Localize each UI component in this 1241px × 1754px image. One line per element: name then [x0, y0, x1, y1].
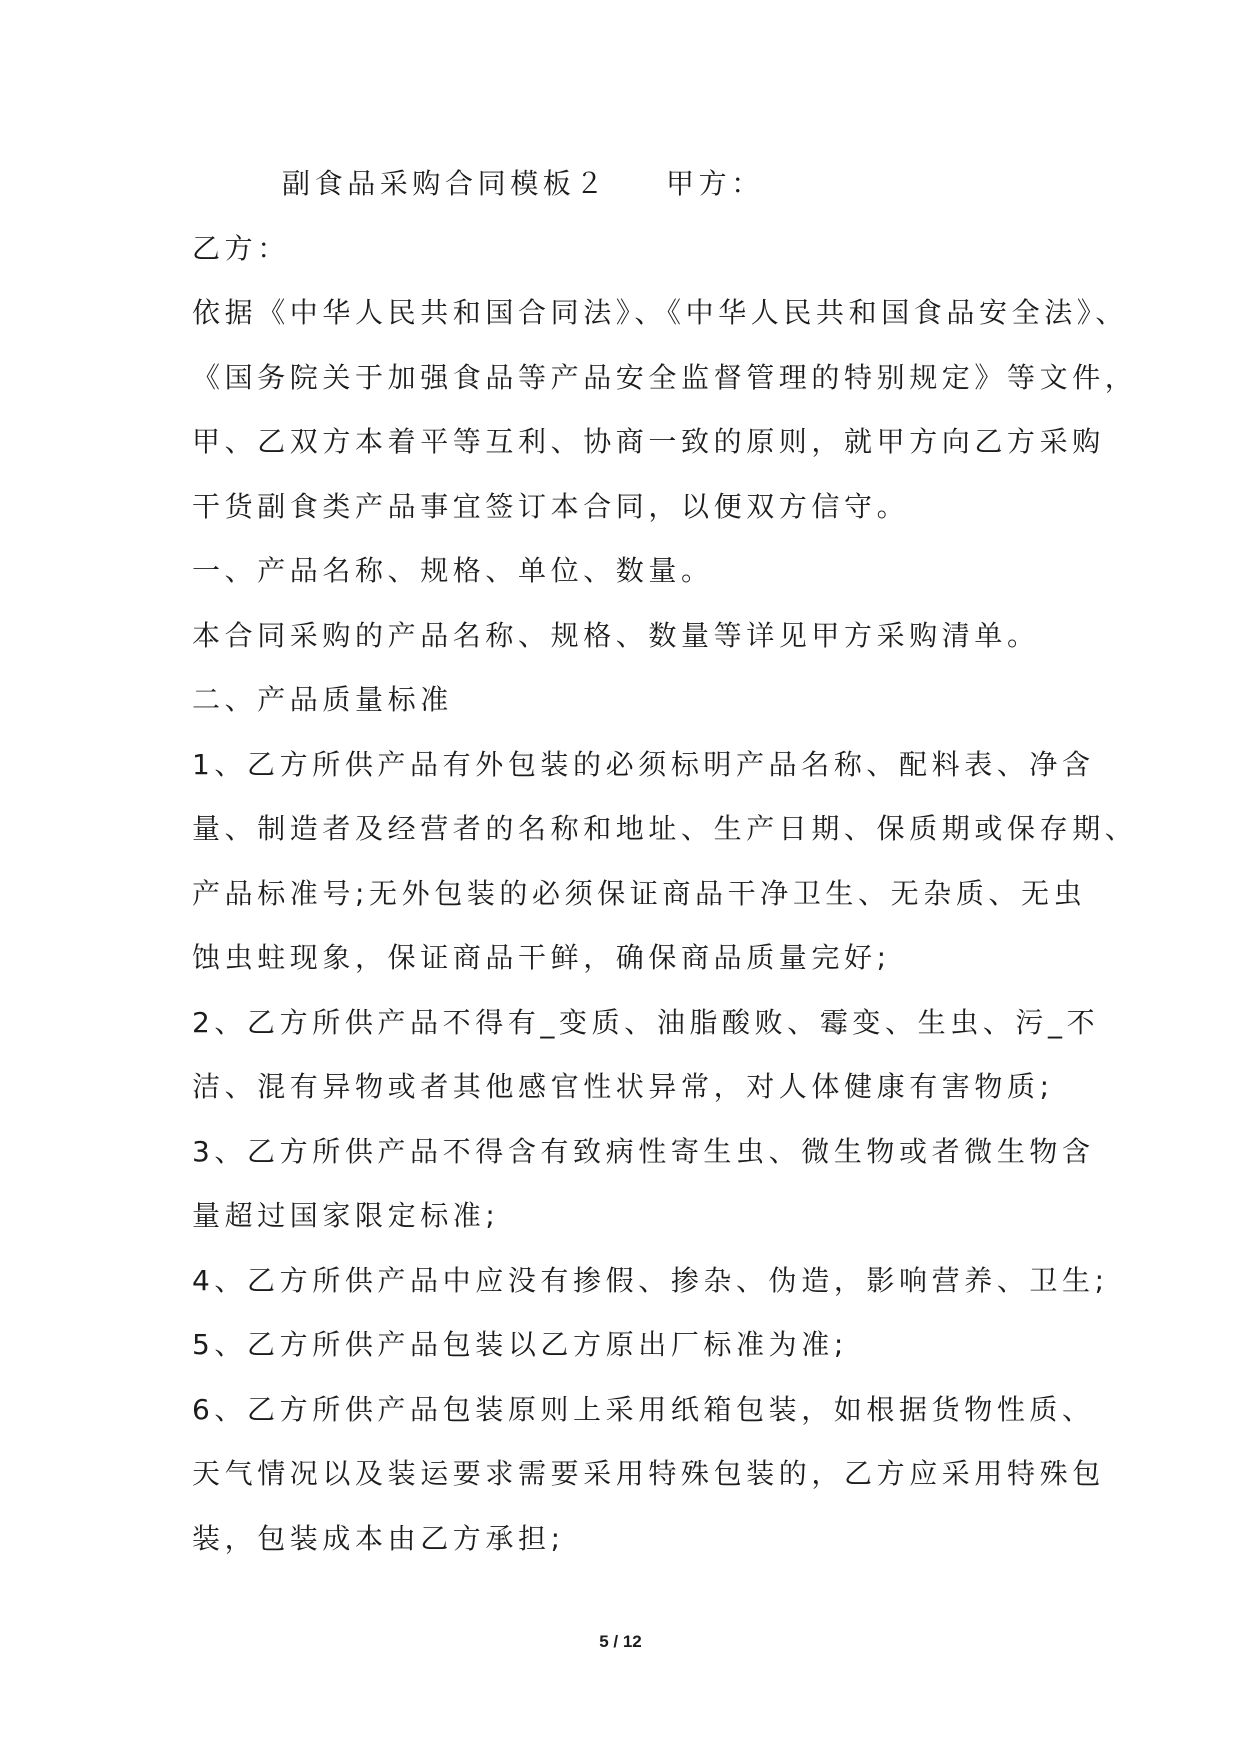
page-number: 5 / 12 — [599, 1632, 642, 1651]
clause-line: 洁、混有异物或者其他感官性状异常，对人体健康有害物质; — [192, 1070, 1054, 1103]
clause-line: 产品标准号;无外包装的必须保证商品干净卫生、无杂质、无虫 — [192, 876, 1087, 910]
paragraph-line: 本合同采购的产品名称、规格、数量等详见甲方采购清单。 — [192, 618, 1040, 652]
clause-line: 量、制造者及经营者的名称和地址、生产日期、保质期或保存期、 — [192, 812, 1138, 845]
section-heading: 一、产品名称、规格、单位、数量。 — [192, 554, 714, 587]
clause-line: 6、乙方所供产品包装原则上采用纸箱包装，如根据货物性质、 — [192, 1392, 1095, 1426]
paragraph-line: 依据《中华人民共和国合同法》、《中华人民共和国食品安全法》、 — [192, 296, 1129, 329]
clause-line: 5、乙方所供产品包装以乙方原出厂标准为准; — [192, 1328, 848, 1361]
paragraph-line: 甲、乙双方本着平等互利、协商一致的原则，就甲方向乙方采购 — [192, 425, 1105, 458]
clause-line: 1、乙方所供产品有外包装的必须标明产品名称、配料表、净含 — [192, 747, 1095, 781]
document-title: 副食品采购合同模板２ — [282, 167, 609, 200]
title-line — [192, 152, 1092, 217]
clause-line: 蚀虫蛀现象，保证商品干鲜，确保商品质量完好; — [192, 941, 891, 974]
clause-line: 天气情况以及装运要求需要采用特殊包装的，乙方应采用特殊包 — [192, 1457, 1105, 1490]
contract-body — [192, 152, 1138, 1571]
party-b-line: 乙方： — [192, 231, 290, 265]
clause-line: 装，包装成本由乙方承担; — [192, 1521, 565, 1555]
clause-line: 4、乙方所供产品中应没有掺假、掺杂、伪造，影响营养、卫生; — [192, 1263, 1109, 1297]
paragraph-line: 干货副食类产品事宜签订本合同，以便双方信守。 — [192, 489, 910, 523]
clause-line: 量超过国家限定标准; — [192, 1199, 500, 1232]
paragraph-line: 《国务院关于加强食品等产品安全监督管理的特别规定》等文件， — [192, 360, 1138, 394]
section-heading: 二、产品质量标准 — [192, 683, 453, 716]
clause-line: 2、乙方所供产品不得有_变质、油脂酸败、霉变、生虫、污_不 — [192, 1005, 1100, 1039]
clause-line: 3、乙方所供产品不得含有致病性寄生虫、微生物或者微生物含 — [192, 1134, 1095, 1168]
party-a-label: 甲方： — [666, 167, 764, 200]
